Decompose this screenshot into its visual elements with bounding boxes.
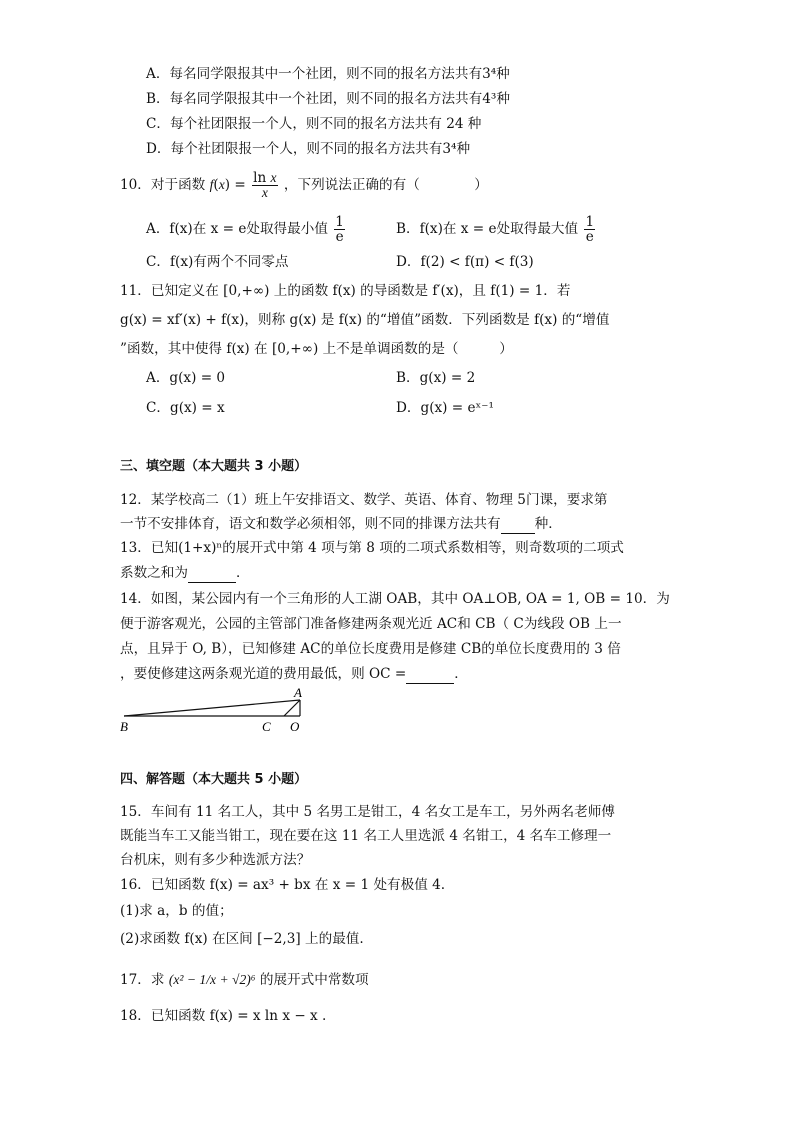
q15-line-2: 既能当车工又能当钳工，现在要在这 11 名工人里选派 4 名钳工，4 名车工修理一 — [120, 828, 612, 844]
q16-part-1: (1)求 a，b 的值； — [120, 903, 233, 919]
q18-line: 18．已知函数 f(x) = x ln x − x . — [120, 1008, 327, 1024]
q10-option-a: A．f(x)在 x = e处取得最小值 $\frac{1}{e}$ — [146, 214, 344, 245]
q9-option-a: A．每名同学限报其中一个社团，则不同的报名方法共有3⁴种 — [146, 66, 510, 82]
q10-option-c: C．f(x)有两个不同零点 — [146, 254, 289, 270]
q12-answer-blank[interactable] — [501, 519, 535, 534]
segment-ca — [284, 700, 300, 716]
q10-option-b: B．f(x)在 x = e处取得最大值 $\frac{1}{e}$ — [396, 214, 595, 245]
q9-option-d: D．每个社团限报一个人，则不同的报名方法共有3⁴种 — [146, 141, 471, 157]
q13-line-2: 系数之和为 ． — [120, 565, 250, 581]
triangle-figure — [116, 684, 316, 736]
q11-option-d: D．g(x) = eˣ⁻¹ — [396, 400, 494, 416]
q11-option-b: B．g(x) = 2 — [396, 370, 476, 386]
q11-line-2: g(x) = xf′(x) + f(x)，则称 g(x) 是 f(x) 的“增值”函数．下列函数是 f(x) 的“增值 — [120, 312, 610, 328]
q10-function: f — [209, 177, 214, 192]
q11-line-3: ”函数，其中使得 f(x) 在 [0,+∞) 上不是单调函数的是（ ） — [120, 341, 513, 357]
q14-line-4: ，要使修建这两条观光道的费用最低，则 OC = ． — [120, 666, 468, 682]
q13-answer-blank[interactable] — [188, 568, 236, 583]
q10-stem: 10．对于函数 f(x) = $\frac{\text{ln x}}{x}$ ，下列说法正确的有（ ） — [120, 170, 488, 200]
q10-option-d: D．f(2) < f(π) < f(3) — [396, 254, 534, 270]
label-c: C — [262, 719, 271, 734]
q12-line-2: 一节不安排体育，语文和数学必须相邻，则不同的排课方法共有 种． — [120, 516, 562, 532]
label-o: O — [290, 719, 300, 734]
q15-line-3: 台机床，则有多少种选派方法？ — [120, 852, 311, 868]
q17-line: 17．求 (x² − 1/x + √2)⁶ 的展开式中常数项 — [120, 972, 369, 988]
q10-stem-prefix: 10．对于函数 — [120, 177, 206, 193]
label-a: A — [294, 685, 302, 700]
q15-line-1: 15．车间有 11 名工人，其中 5 名男工是钳工，4 名女工是车工，另外两名老师傅 — [120, 804, 615, 820]
q17-expression: (x² − 1/x + √2)⁶ — [168, 972, 256, 987]
section-heading-answer: 四、解答题（本大题共 5 小题） — [120, 772, 308, 787]
q11-line-1: 11．已知定义在 [0,+∞) 上的函数 f(x) 的导函数是 f′(x)，且 f(1) = 1．若 — [120, 283, 571, 299]
q16-line-1: 16．已知函数 f(x) = ax³ + bx 在 x = 1 处有极值 4. — [120, 877, 446, 893]
segment-ab — [124, 700, 300, 716]
q14-line-1: 14．如图，某公园内有一个三角形的人工湖 OAB，其中 OA⊥OB, OA = 1, OB = 10．为 — [120, 591, 670, 607]
q14-line-2: 便于游客观光，公园的主管部门准备修建两条观光近 AC和 CB（ C为线段 OB 上一 — [120, 616, 622, 632]
q10-stem-suffix: ，下列说法正确的有（ ） — [283, 177, 488, 193]
q16-part-2: (2)求函数 f(x) 在区间 [−2,3] 上的最值. — [120, 931, 364, 947]
q12-line-1: 12．某学校高二（1）班上午安排语文、数学、英语、体育、物理 5门课，要求第 — [120, 492, 608, 508]
q10-fraction: $\frac{\text{ln x}}{x}$ — [253, 170, 277, 200]
q11-option-a: A．g(x) = 0 — [146, 370, 226, 386]
q13-line-1: 13．已知(1+x)ⁿ的展开式中第 4 项与第 8 项的二项式系数相等，则奇数项的二项式 — [120, 540, 624, 556]
q9-option-c: C．每个社团限报一个人，则不同的报名方法共有 24 种 — [146, 116, 482, 132]
q9-option-b: B．每名同学限报其中一个社团，则不同的报名方法共有4³种 — [146, 91, 510, 107]
q11-option-c: C．g(x) = x — [146, 400, 225, 416]
section-heading-fill-blank: 三、填空题（本大题共 3 小题） — [120, 459, 308, 474]
q14-answer-blank[interactable] — [406, 669, 454, 684]
q14-line-3: 点，且异于 O, B），已知修建 AC的单位长度费用是修建 CB的单位长度费用的 3 倍 — [120, 641, 621, 657]
label-b: B — [120, 719, 128, 734]
